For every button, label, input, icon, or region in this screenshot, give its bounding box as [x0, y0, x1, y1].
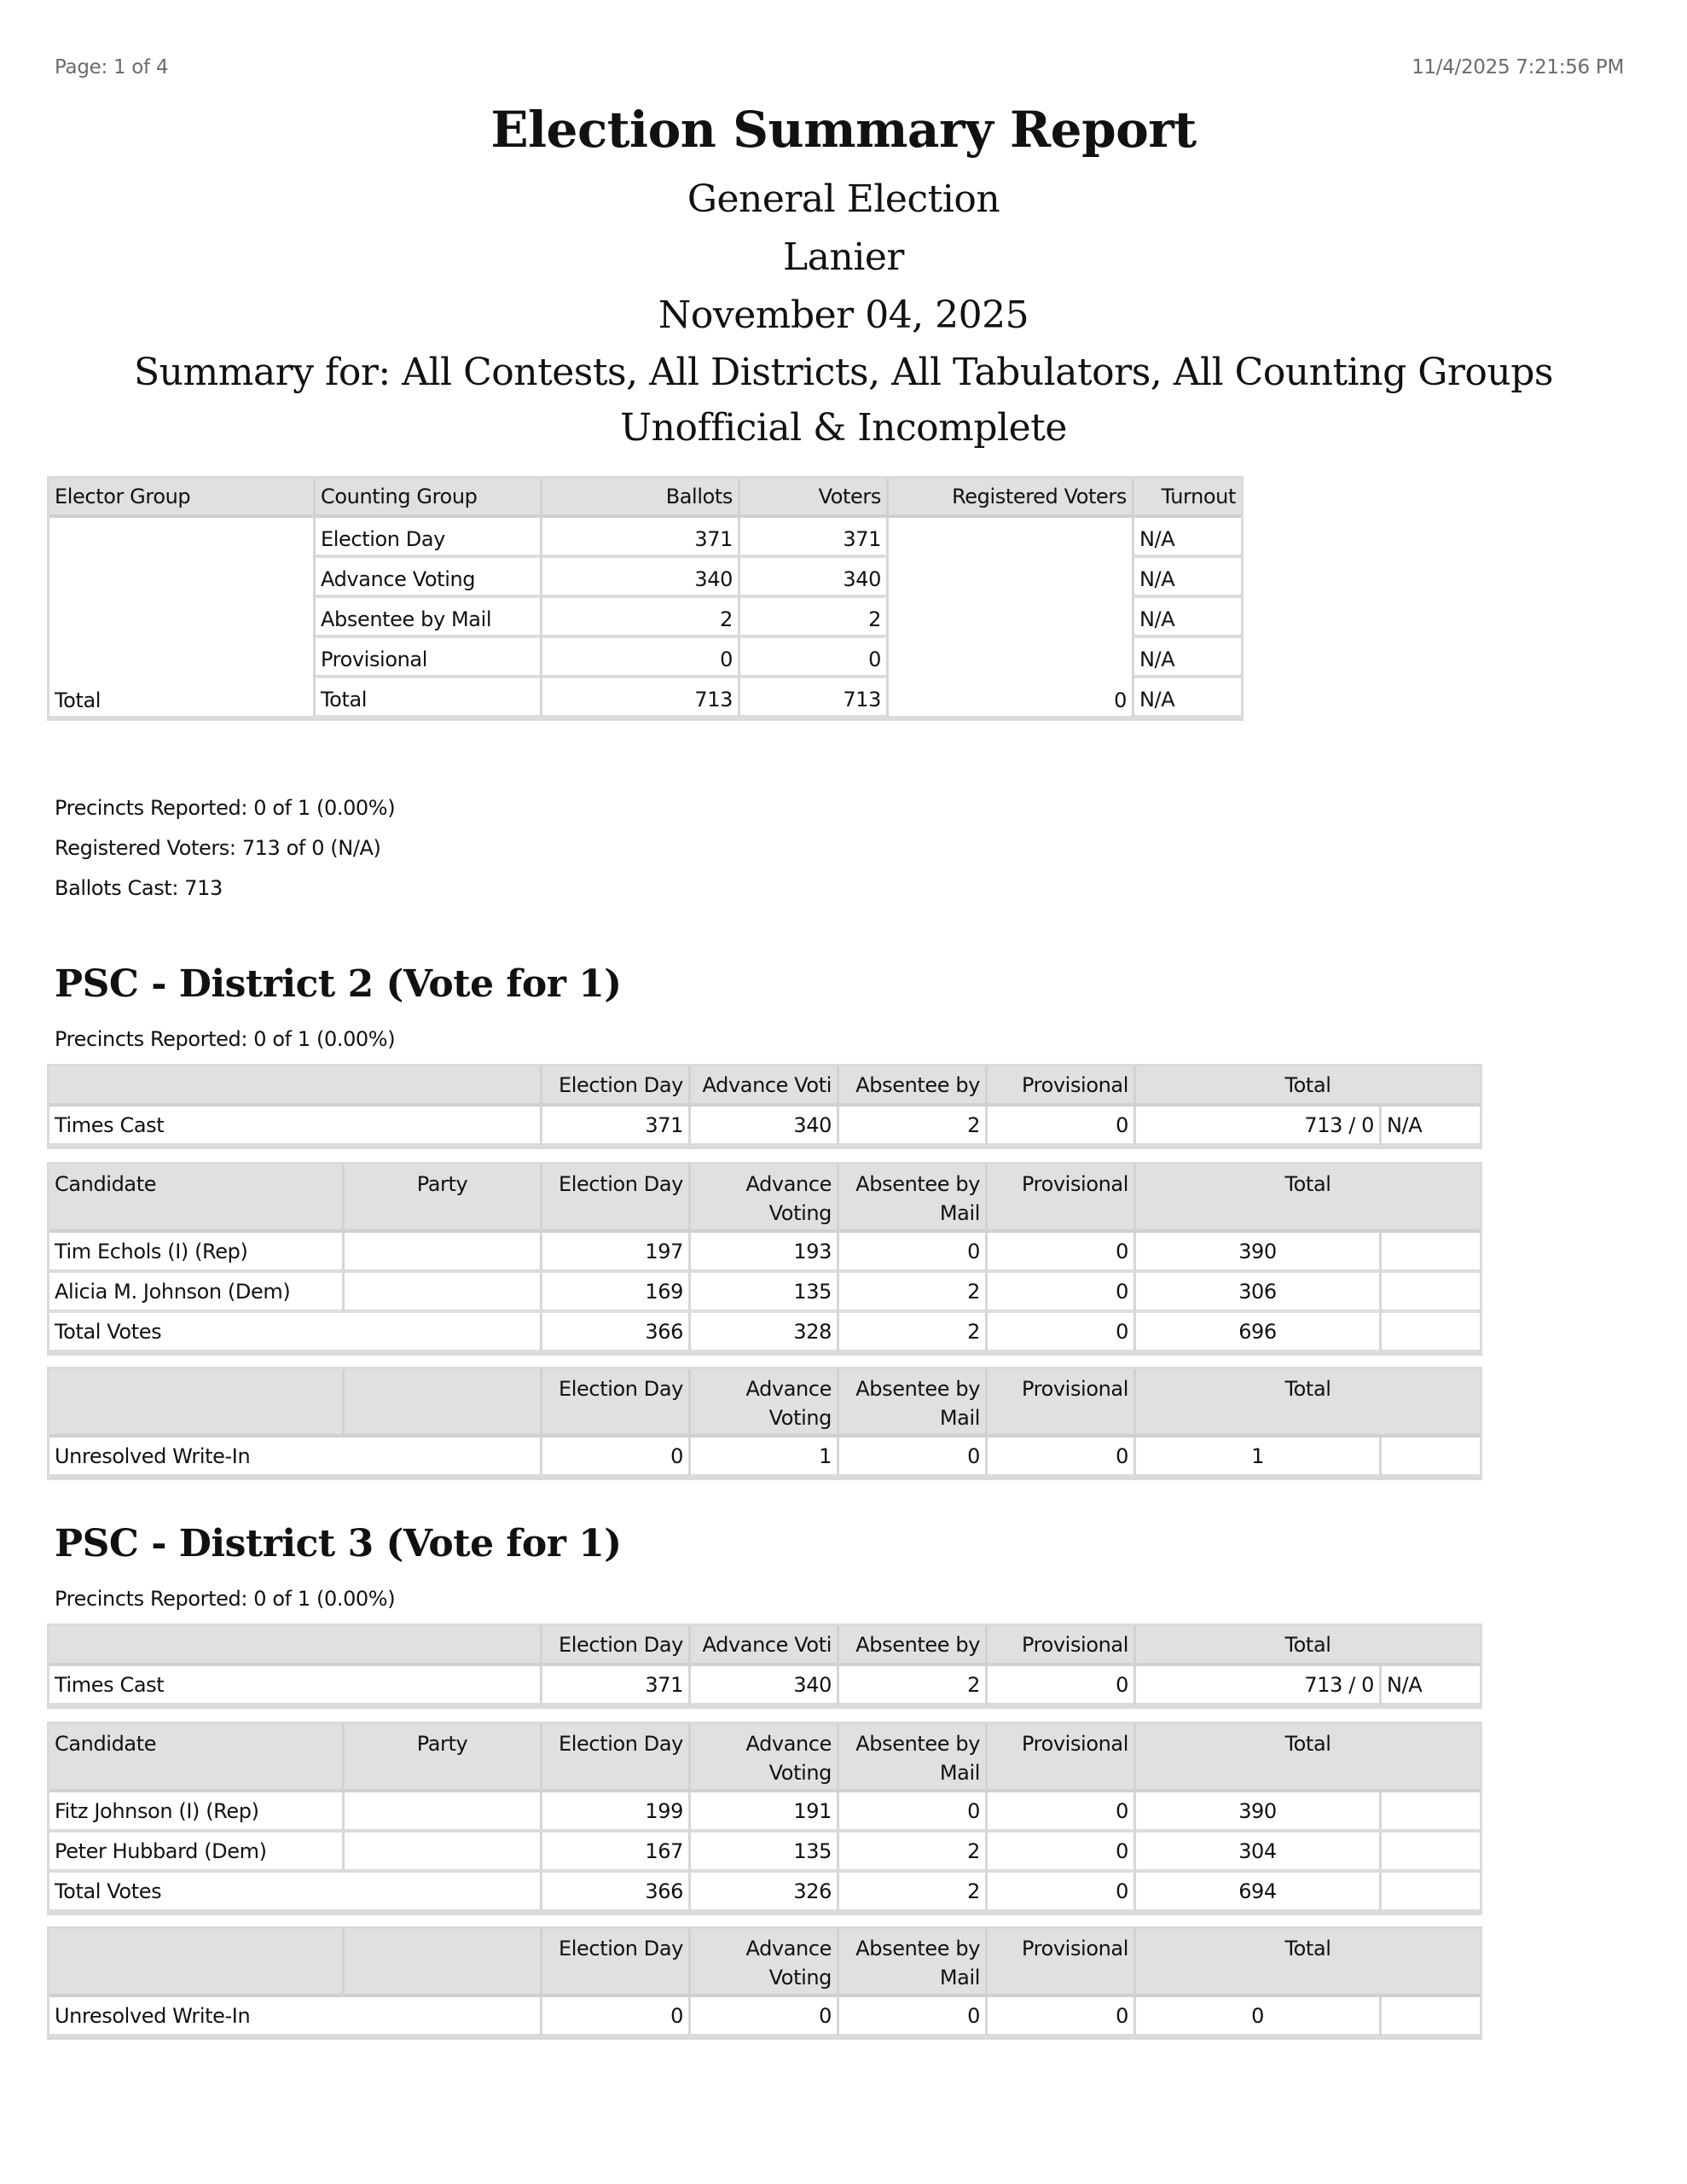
- column-header: Total: [1136, 1165, 1480, 1233]
- percent-cell: [1382, 1438, 1480, 1478]
- ballots-cell: 371: [542, 518, 740, 558]
- absentee-cell: 0: [839, 1997, 988, 2037]
- total-cell: 306: [1136, 1273, 1382, 1313]
- report-status: Unofficial & Incomplete: [620, 406, 1067, 450]
- counting-group-cell: Advance Voting: [316, 558, 542, 598]
- column-header: Voters: [740, 479, 889, 518]
- row-label: Times Cast: [49, 1107, 542, 1147]
- election-day-cell: 199: [542, 1792, 691, 1833]
- table-row: [49, 1833, 1480, 1873]
- absentee-cell: 0: [839, 1233, 988, 1273]
- column-header: Total: [1136, 1626, 1480, 1666]
- column-header: Advance Voting: [691, 1165, 839, 1233]
- column-header: Provisional: [988, 1929, 1136, 1997]
- election-day-cell: 167: [542, 1833, 691, 1873]
- column-header: Provisional: [988, 1626, 1136, 1666]
- turnout-cell: N/A: [1382, 1666, 1480, 1706]
- voters-cell: 371: [740, 518, 889, 558]
- provisional-cell: 0: [988, 1833, 1136, 1873]
- column-header: Total: [1136, 1724, 1480, 1792]
- election-day-cell: 366: [542, 1313, 691, 1353]
- election-day-cell: 197: [542, 1233, 691, 1273]
- table-header-row: [49, 1929, 1480, 1997]
- column-header: Election Day: [542, 1066, 691, 1107]
- write-in-table: [49, 1929, 1480, 2037]
- times-cast-table: [49, 1066, 1480, 1147]
- advance-voting-cell: 0: [691, 1997, 839, 2037]
- column-header: Absentee by Mail: [839, 1724, 988, 1792]
- write-in-table: [49, 1369, 1480, 1478]
- table-row: [49, 1997, 1480, 2037]
- provisional-cell: 0: [988, 1438, 1136, 1478]
- percent-cell: [1382, 1873, 1480, 1913]
- registered-voters-stat: Registered Voters: 713 of 0 (N/A): [55, 836, 381, 860]
- elector-group-cell: Total: [49, 518, 316, 718]
- advance-voting-cell: 135: [691, 1273, 839, 1313]
- contest-precincts-reported: Precincts Reported: 0 of 1 (0.00%): [55, 1587, 396, 1611]
- table-row: [49, 1273, 1480, 1313]
- election-name: General Election: [687, 177, 1000, 221]
- column-header: Election Day: [542, 1626, 691, 1666]
- total-votes-row: [49, 1873, 1480, 1913]
- election-day-cell: 0: [542, 1997, 691, 2037]
- page-indicator: Page: 1 of 4: [55, 56, 169, 78]
- column-header: Election Day: [542, 1369, 691, 1438]
- election-date: November 04, 2025: [658, 293, 1029, 337]
- percent-cell: [1382, 1313, 1480, 1353]
- election-day-cell: 366: [542, 1873, 691, 1913]
- ballots-cell: 0: [542, 638, 740, 678]
- table-row: [49, 1438, 1480, 1478]
- turnout-cell: N/A: [1134, 678, 1241, 718]
- summary-scope: Summary for: All Contests, All Districts, All Tabulators, All Counting Groups: [134, 351, 1553, 394]
- table-row: [49, 1666, 1480, 1706]
- turnout-summary-table: [49, 479, 1241, 718]
- column-header: Election Day: [542, 1724, 691, 1792]
- column-header: Absentee by: [839, 1626, 988, 1666]
- column-header: Total: [1136, 1929, 1480, 1997]
- precincts-reported: Precincts Reported: 0 of 1 (0.00%): [55, 796, 396, 820]
- row-label: Unresolved Write-In: [49, 1438, 542, 1478]
- table-row: [49, 1792, 1480, 1833]
- jurisdiction: Lanier: [783, 235, 904, 279]
- candidate-name: Alicia M. Johnson (Dem): [49, 1273, 345, 1313]
- counting-group-cell: Absentee by Mail: [316, 598, 542, 638]
- column-header: Party: [345, 1724, 542, 1792]
- report-title: Election Summary Report: [490, 101, 1197, 159]
- total-cell: 694: [1136, 1873, 1382, 1913]
- candidate-name: Peter Hubbard (Dem): [49, 1833, 345, 1873]
- column-header: [345, 1369, 542, 1438]
- turnout-cell: N/A: [1134, 558, 1241, 598]
- column-header: [49, 1929, 345, 1997]
- provisional-cell: 0: [988, 1313, 1136, 1353]
- provisional-cell: 0: [988, 1997, 1136, 2037]
- generated-timestamp: 11/4/2025 7:21:56 PM: [1412, 56, 1624, 78]
- column-header: Absentee by: [839, 1066, 988, 1107]
- candidate-results-table: [49, 1724, 1480, 1913]
- column-header: Advance Voting: [691, 1929, 839, 1997]
- column-header: Absentee by Mail: [839, 1165, 988, 1233]
- absentee-cell: 0: [839, 1792, 988, 1833]
- advance-voting-cell: 191: [691, 1792, 839, 1833]
- contest-title: PSC - District 3 (Vote for 1): [55, 1522, 622, 1565]
- absentee-cell: 2: [839, 1873, 988, 1913]
- provisional-cell: 0: [988, 1107, 1136, 1147]
- column-header: Provisional: [988, 1165, 1136, 1233]
- percent-cell: [1382, 1997, 1480, 2037]
- table-header-row: [49, 1066, 1480, 1107]
- table-row: [49, 1233, 1480, 1273]
- ballots-cast-stat: Ballots Cast: 713: [55, 876, 223, 900]
- total-votes-row: [49, 1313, 1480, 1353]
- counting-group-cell: Provisional: [316, 638, 542, 678]
- percent-cell: [1382, 1233, 1480, 1273]
- total-cell: 713 / 0: [1136, 1666, 1382, 1706]
- contest-title: PSC - District 2 (Vote for 1): [55, 962, 622, 1006]
- column-header: Candidate: [49, 1165, 345, 1233]
- election-day-cell: 371: [542, 1107, 691, 1147]
- voters-cell: 713: [740, 678, 889, 718]
- total-cell: 304: [1136, 1833, 1382, 1873]
- voters-cell: 0: [740, 638, 889, 678]
- contest-precincts-reported: Precincts Reported: 0 of 1 (0.00%): [55, 1027, 396, 1051]
- column-header: Total: [1136, 1066, 1480, 1107]
- percent-cell: [1382, 1833, 1480, 1873]
- candidate-name: Tim Echols (I) (Rep): [49, 1233, 345, 1273]
- times-cast-table: [49, 1626, 1480, 1706]
- column-header: Election Day: [542, 1929, 691, 1997]
- column-header: Candidate: [49, 1724, 345, 1792]
- advance-voting-cell: 1: [691, 1438, 839, 1478]
- row-label: Total Votes: [49, 1313, 542, 1353]
- column-header: Absentee by Mail: [839, 1929, 988, 1997]
- percent-cell: [1382, 1273, 1480, 1313]
- ballots-cell: 2: [542, 598, 740, 638]
- column-header: Party: [345, 1165, 542, 1233]
- column-header: [49, 1626, 542, 1666]
- column-header: Provisional: [988, 1369, 1136, 1438]
- total-cell: 0: [1136, 1997, 1382, 2037]
- percent-cell: [1382, 1792, 1480, 1833]
- provisional-cell: 0: [988, 1873, 1136, 1913]
- column-header: Registered Voters: [889, 479, 1134, 518]
- column-header: [49, 1369, 345, 1438]
- voters-cell: 2: [740, 598, 889, 638]
- advance-voting-cell: 326: [691, 1873, 839, 1913]
- absentee-cell: 2: [839, 1833, 988, 1873]
- table-header-row: [49, 1165, 1480, 1233]
- turnout-cell: N/A: [1134, 638, 1241, 678]
- party-cell: [345, 1233, 542, 1273]
- ballots-cell: 340: [542, 558, 740, 598]
- absentee-cell: 2: [839, 1107, 988, 1147]
- total-cell: 713 / 0: [1136, 1107, 1382, 1147]
- absentee-cell: 2: [839, 1273, 988, 1313]
- election-day-cell: 0: [542, 1438, 691, 1478]
- candidate-name: Fitz Johnson (I) (Rep): [49, 1792, 345, 1833]
- column-header: Election Day: [542, 1165, 691, 1233]
- absentee-cell: 2: [839, 1313, 988, 1353]
- advance-voting-cell: 340: [691, 1107, 839, 1147]
- row-label: Unresolved Write-In: [49, 1997, 542, 2037]
- total-cell: 1: [1136, 1438, 1382, 1478]
- absentee-cell: 0: [839, 1438, 988, 1478]
- provisional-cell: 0: [988, 1233, 1136, 1273]
- column-header: Provisional: [988, 1724, 1136, 1792]
- absentee-cell: 2: [839, 1666, 988, 1706]
- column-header: Advance Voting: [691, 1724, 839, 1792]
- turnout-cell: N/A: [1134, 518, 1241, 558]
- provisional-cell: 0: [988, 1666, 1136, 1706]
- counting-group-cell: Election Day: [316, 518, 542, 558]
- column-header: Advance Voti: [691, 1626, 839, 1666]
- election-day-cell: 371: [542, 1666, 691, 1706]
- column-header: Absentee by Mail: [839, 1369, 988, 1438]
- column-header: Turnout: [1134, 479, 1241, 518]
- column-header: Ballots: [542, 479, 740, 518]
- table-header-row: [49, 479, 1241, 518]
- turnout-cell: N/A: [1382, 1107, 1480, 1147]
- provisional-cell: 0: [988, 1792, 1136, 1833]
- party-cell: [345, 1792, 542, 1833]
- counting-group-cell: Total: [316, 678, 542, 718]
- advance-voting-cell: 193: [691, 1233, 839, 1273]
- column-header: Counting Group: [316, 479, 542, 518]
- column-header: [49, 1066, 542, 1107]
- column-header: Elector Group: [49, 479, 316, 518]
- advance-voting-cell: 340: [691, 1666, 839, 1706]
- table-row: [49, 1107, 1480, 1147]
- advance-voting-cell: 328: [691, 1313, 839, 1353]
- candidate-results-table: [49, 1165, 1480, 1353]
- turnout-cell: N/A: [1134, 598, 1241, 638]
- ballots-cell: 713: [542, 678, 740, 718]
- voters-cell: 340: [740, 558, 889, 598]
- column-header: Advance Voti: [691, 1066, 839, 1107]
- column-header: [345, 1929, 542, 1997]
- table-header-row: [49, 1724, 1480, 1792]
- provisional-cell: 0: [988, 1273, 1136, 1313]
- election-day-cell: 169: [542, 1273, 691, 1313]
- party-cell: [345, 1833, 542, 1873]
- row-label: Times Cast: [49, 1666, 542, 1706]
- table-header-row: [49, 1626, 1480, 1666]
- column-header: Advance Voting: [691, 1369, 839, 1438]
- total-cell: 390: [1136, 1233, 1382, 1273]
- column-header: Provisional: [988, 1066, 1136, 1107]
- party-cell: [345, 1273, 542, 1313]
- total-cell: 390: [1136, 1792, 1382, 1833]
- row-label: Total Votes: [49, 1873, 542, 1913]
- table-row: [49, 518, 1241, 558]
- total-cell: 696: [1136, 1313, 1382, 1353]
- column-header: Total: [1136, 1369, 1480, 1438]
- advance-voting-cell: 135: [691, 1833, 839, 1873]
- table-header-row: [49, 1369, 1480, 1438]
- registered-voters-cell: 0: [889, 518, 1134, 718]
